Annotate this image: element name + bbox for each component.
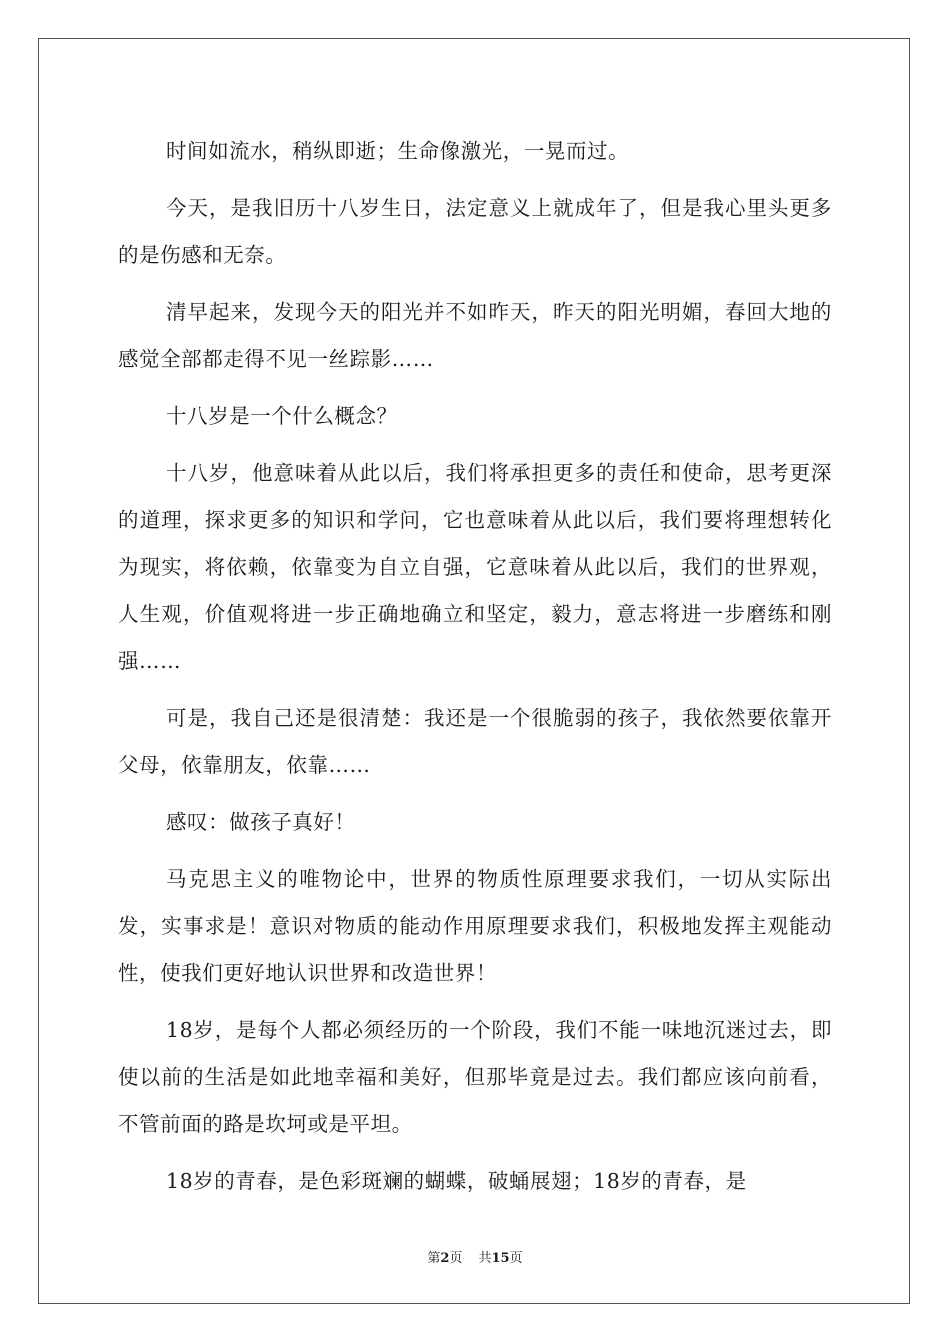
document-body xyxy=(118,128,832,1215)
total-pages: 15 xyxy=(491,1251,510,1266)
page-suffix: 页 xyxy=(449,1251,463,1266)
paragraph-7: 感叹：做孩子真好！ xyxy=(166,810,356,834)
page-prefix: 第 xyxy=(427,1251,441,1266)
paragraph-8: 马克思主义的唯物论中，世界的物质性原理要求我们，一切从实际出发，实事求是！意识对物质的能动作用原理要求我们，积极地发挥主观能动性，使我们更好地认识世界和改造世界！ xyxy=(118,867,832,985)
paragraph-5: 十八岁，他意味着从此以后，我们将承担更多的责任和使命，思考更深的道理，探求更多的知识和学问，它也意味着从此以后，我们要将理想转化为现实，将依赖，依靠变为自立自强，它意味着从此以后，我们的世界观，人生观，价值观将进一步正确地确立和坚定，毅力，意志将进一步磨练和刚强…… xyxy=(118,461,832,673)
paragraph-6: 可是，我自己还是很清楚：我还是一个很脆弱的孩子，我依然要依靠开父母，依靠朋友，依靠…… xyxy=(118,706,832,777)
paragraph-2: 今天，是我旧历十八岁生日，法定意义上就成年了，但是我心里头更多的是伤感和无奈。 xyxy=(118,196,832,267)
paragraph-1: 时间如流水，稍纵即逝；生命像激光，一晃而过。 xyxy=(166,139,630,163)
paragraph-9: 18岁，是每个人都必须经历的一个阶段，我们不能一味地沉迷过去，即使以前的生活是如此地幸福和美好，但那毕竟是过去。我们都应该向前看，不管前面的路是坎坷或是平坦。 xyxy=(118,1018,832,1136)
page-footer xyxy=(0,1247,950,1266)
total-suffix: 页 xyxy=(509,1251,523,1266)
page-number: 2 xyxy=(440,1251,450,1266)
paragraph-10: 18岁的青春，是色彩斑斓的蝴蝶，破蛹展翅；18岁的青春，是 xyxy=(166,1169,747,1193)
paragraph-3: 清早起来，发现今天的阳光并不如昨天，昨天的阳光明媚，春回大地的感觉全部都走得不见一丝踪影…… xyxy=(118,300,832,371)
total-prefix: 共 xyxy=(478,1251,492,1266)
paragraph-4: 十八岁是一个什么概念？ xyxy=(166,404,398,428)
